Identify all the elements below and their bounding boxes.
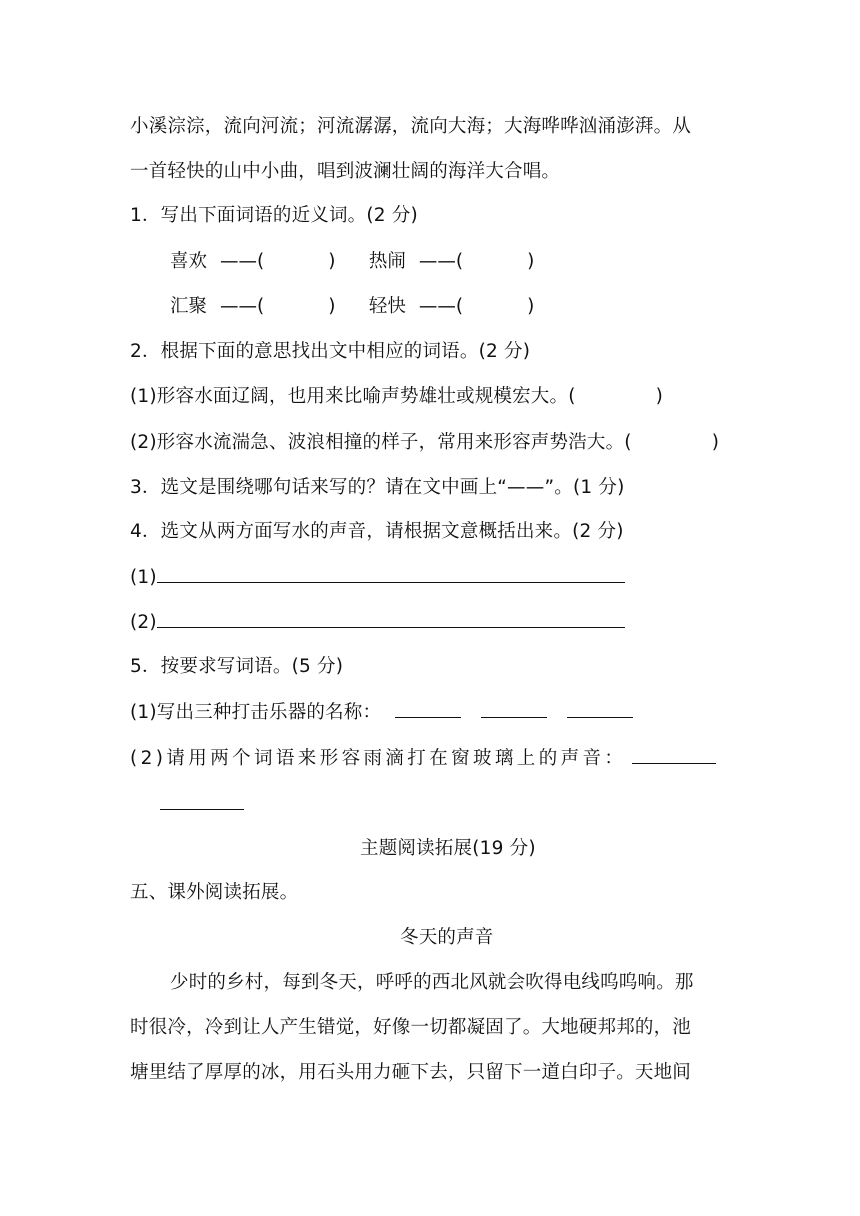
- question-5-item-2: [130, 744, 732, 774]
- question-5-item-2-continued: [160, 790, 732, 820]
- item-number: (2): [130, 612, 157, 633]
- question-5-prompt: 5．按要求写词语。(5 分): [130, 656, 344, 677]
- synonym-word: 汇聚: [170, 296, 208, 317]
- item-number: (1): [130, 567, 157, 588]
- synonym-row-1: [170, 247, 562, 277]
- question-2-prompt: 2．根据下面的意思找出文中相应的词语。(2 分): [130, 341, 531, 362]
- synonym-word: 轻快: [368, 296, 406, 317]
- dash-open: ——(: [220, 296, 265, 317]
- passage-line-1: 小溪淙淙，流向河流；河流潺潺，流向大海；大海哗哗汹涌澎湃。从: [130, 116, 692, 137]
- answer-line[interactable]: [157, 609, 625, 628]
- item-text: (2)请用两个词语来形容雨滴打在窗玻璃上的声音：: [130, 748, 627, 769]
- synonym-row-2: [170, 292, 562, 322]
- question-4-prompt: 4．选文从两方面写水的声音，请根据文意概括出来。(2 分): [130, 521, 624, 542]
- article-paragraph-line-2: 时很冷，冷到让人产生错觉，好像一切都凝固了。大地硬邦邦的，池: [130, 1017, 692, 1038]
- article-paragraph-line-3: 塘里结了厚厚的冰，用石头用力砸下去，只留下一道白印子。天地间: [130, 1062, 692, 1083]
- dash-open: ——(: [418, 296, 464, 317]
- answer-blank[interactable]: [632, 745, 716, 764]
- paren-close: ): [655, 386, 664, 407]
- synonym-word: 喜欢: [170, 251, 208, 272]
- synonym-item: [369, 247, 562, 277]
- synonym-item: [369, 292, 562, 322]
- paren-close: ): [711, 432, 720, 453]
- item-text: (1)写出三种打击乐器的名称：: [130, 702, 382, 723]
- question-4-item-1: [130, 563, 732, 593]
- question-1-prompt: 1．写出下面词语的近义词。(2 分): [130, 205, 418, 226]
- question-5-item-1: [130, 698, 732, 728]
- question-2-item-1: [130, 382, 732, 412]
- dash-open: ——(: [418, 251, 464, 272]
- paren-close: ): [527, 251, 535, 272]
- paren-close: ): [527, 296, 535, 317]
- synonym-item: [170, 247, 363, 277]
- question-2-item-2: [130, 428, 732, 458]
- section-title: 主题阅读拓展(19 分): [360, 838, 536, 859]
- part-heading: 五、课外阅读拓展。: [130, 882, 299, 903]
- item-text: (1)形容水面辽阔，也用来比喻声势雄壮或规模宏大。(: [130, 386, 576, 407]
- answer-blank[interactable]: [481, 699, 547, 718]
- passage-line-2: 一首轻快的山中小曲，唱到波澜壮阔的海洋大合唱。: [130, 161, 561, 182]
- article-title: 冬天的声音: [400, 927, 494, 948]
- paren-close: ): [328, 296, 336, 317]
- article-paragraph-line-1: 少时的乡村，每到冬天，呼呼的西北风就会吹得电线呜呜响。那: [170, 972, 694, 993]
- paren-close: ): [328, 251, 336, 272]
- dash-open: ——(: [220, 251, 265, 272]
- answer-line[interactable]: [157, 564, 625, 583]
- item-text: (2)形容水流湍急、波浪相撞的样子，常用来形容声势浩大。(: [130, 432, 632, 453]
- answer-blank[interactable]: [395, 699, 461, 718]
- answer-blank[interactable]: [567, 699, 633, 718]
- question-4-item-2: [130, 608, 732, 638]
- question-3-prompt: 3．选文是围绕哪句话来写的？请在文中画上“——”。(1 分): [130, 477, 625, 498]
- synonym-item: [170, 292, 363, 322]
- synonym-word: 热闹: [368, 251, 406, 272]
- answer-blank[interactable]: [160, 791, 244, 810]
